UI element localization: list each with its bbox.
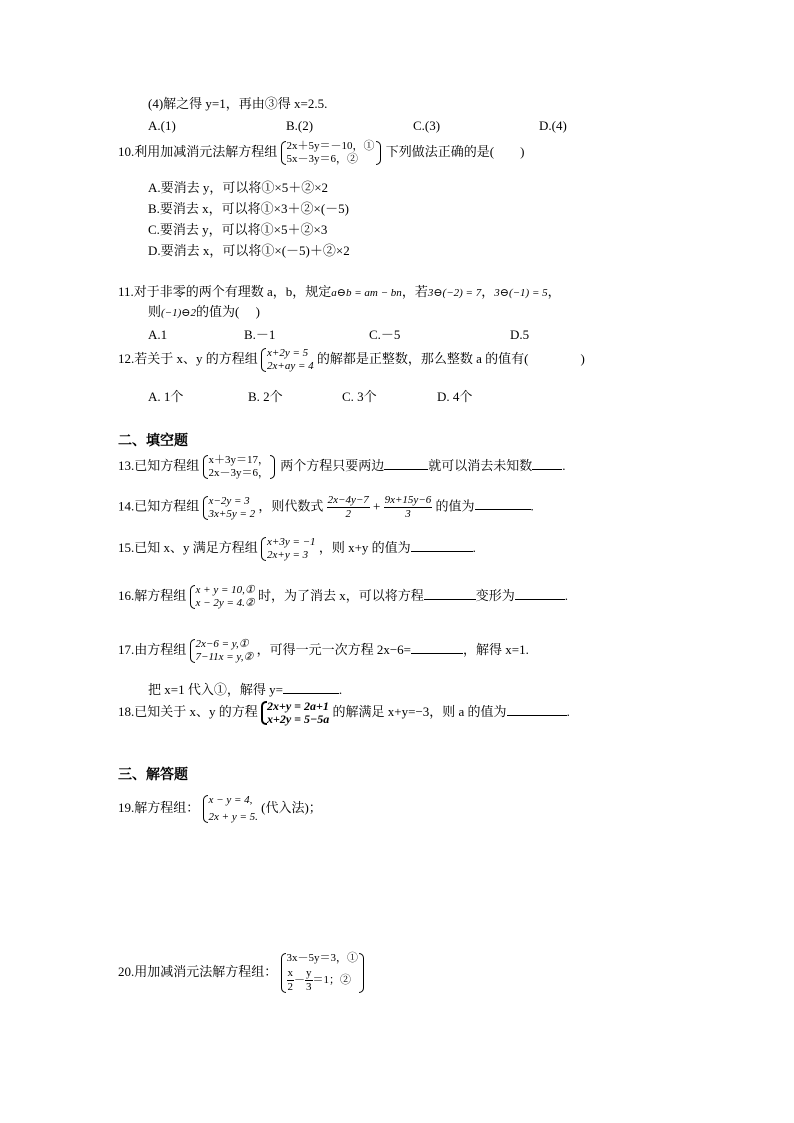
question-17 xyxy=(118,638,529,664)
q11-option-d: D.5 xyxy=(510,327,530,342)
q13-eq2: 2x－3y＝6， xyxy=(208,467,270,479)
q11-condition-2: 3⊖(−1) = 5 xyxy=(494,287,548,299)
q18-end: . xyxy=(566,703,570,719)
q12-eq1: x+2y = 5 xyxy=(267,347,309,359)
q18-stem: 18.已知关于 x、y 的方程 xyxy=(118,703,258,719)
q14-equation-system xyxy=(203,495,256,521)
section-fill-in-heading: 二、填空题 xyxy=(118,432,188,448)
q13-blank-1[interactable] xyxy=(384,456,428,470)
q18-eq1: 2x+y = 2a+1 xyxy=(267,699,329,713)
question-13 xyxy=(118,454,566,480)
question-12 xyxy=(118,347,585,373)
q9-tail-text: (4)解之得 y=1，再由③得 x=2.5. xyxy=(148,96,328,111)
q19-eq1: x − y = 4, xyxy=(208,794,253,806)
q15-eq1: x+3y = −1 xyxy=(267,536,316,548)
q15-blank[interactable] xyxy=(411,538,473,552)
q13-equation-system xyxy=(203,454,270,480)
q9-option-b: B.(2) xyxy=(286,118,314,133)
q18-eq2: x+2y = 5−5a xyxy=(267,712,330,726)
q13-stem: 13.已知方程组 xyxy=(118,457,200,473)
q13-mid2: 就可以消去未知数 xyxy=(428,457,533,473)
q16-blank-2[interactable] xyxy=(515,586,565,600)
question-15 xyxy=(118,536,476,562)
q16-mid2: 变形为 xyxy=(475,587,515,603)
q11-condition-1: 3⊖(−2) = 7 xyxy=(427,287,482,299)
q9-option-d: D.(4) xyxy=(539,118,567,133)
q10-option-b: B.要消去 x，可以将①×3＋②×(－5) xyxy=(148,201,349,216)
q13-blank-2[interactable] xyxy=(532,456,562,470)
q11-expression: (−1)⊖2 xyxy=(161,307,196,319)
q14-f2-denominator: 3 xyxy=(405,508,411,520)
q11-line2 xyxy=(148,304,260,321)
q17-mid: ，可得一元一次方程 2x−6= xyxy=(256,641,411,657)
q17-line2 xyxy=(148,680,342,698)
q16-stem: 16.解方程组 xyxy=(118,587,187,603)
q13-end: . xyxy=(562,457,566,473)
q9-option-c: C.(3) xyxy=(413,118,441,133)
q15-end: . xyxy=(472,539,476,555)
q12-eq2: 2x+ay = 4 xyxy=(267,360,314,372)
question-20 xyxy=(118,952,366,994)
q11-line2a: 则 xyxy=(148,304,162,319)
q14-end: . xyxy=(530,498,534,514)
q20-minus: － xyxy=(294,974,306,987)
q20-stem: 20.用加减消元法解方程组： xyxy=(118,963,278,979)
q11-rule: a⊖b = am − bn xyxy=(331,287,402,299)
q19-equation-system xyxy=(203,794,258,824)
q15-eq2: 2x+y = 3 xyxy=(267,549,309,561)
question-18 xyxy=(118,700,570,726)
q14-eq2: 3x+5y = 2 xyxy=(208,507,256,520)
q11-option-b: B.－1 xyxy=(244,327,276,342)
q10-stem: 10.利用加减消元法解方程组 xyxy=(118,143,278,159)
q19-stem: 19.解方程组： xyxy=(118,799,200,815)
q11-sep: ， xyxy=(481,284,495,299)
q20-fraction-y xyxy=(305,967,313,994)
q11-end: ， xyxy=(547,284,561,299)
q12-tail: 的解都是正整数，那么整数 a 的值有( ) xyxy=(316,350,585,366)
q17-tail: ，解得 x=1. xyxy=(463,641,529,657)
q10-option-c: C.要消去 y，可以将①×5＋②×3 xyxy=(148,222,328,237)
q20-equation-system xyxy=(281,952,359,994)
question-11 xyxy=(118,284,561,301)
q14-f2-numerator: 9x+15y−6 xyxy=(384,494,432,506)
q18-blank[interactable] xyxy=(507,702,567,716)
q10-eq1: 2x＋5y＝－10，① xyxy=(286,140,375,152)
q16-mid: 时，为了消去 x，可以将方程 xyxy=(258,587,424,603)
q14-fraction-2 xyxy=(384,494,433,521)
q15-tail: ，则 x+y 的值为 xyxy=(318,539,411,555)
q10-equation-system xyxy=(281,140,375,166)
q17-equation-system xyxy=(190,638,254,664)
q10-option-a: A.要消去 y，可以将①×5＋②×2 xyxy=(148,180,329,195)
q16-eq2: x − 2y = 4.② xyxy=(195,597,255,609)
q20-fraction-x xyxy=(287,967,295,994)
q12-option-d: D. 4个 xyxy=(437,389,473,404)
q11-option-a: A.1 xyxy=(148,327,168,342)
q14-f1-denominator: 2 xyxy=(345,508,351,520)
q20-f2-numerator: y xyxy=(306,967,312,979)
q12-equation-system xyxy=(261,347,314,373)
q10-eq2: 5x－3y＝6，② xyxy=(286,153,359,165)
q14-fraction-1 xyxy=(327,494,370,521)
q14-stem: 14.已知方程组 xyxy=(118,498,200,514)
q17-eq2: 7−11x = y,② xyxy=(195,651,254,663)
q12-option-c: C. 3个 xyxy=(342,389,377,404)
q20-f1-denominator: 2 xyxy=(287,981,294,993)
q18-equation-system xyxy=(261,700,329,726)
q9-option-a: A.(1) xyxy=(148,118,176,133)
q11-stem: 11.对于非零的两个有理数 a，b，规定 xyxy=(118,284,332,299)
q16-end: . xyxy=(564,587,569,603)
q20-f2-denominator: 3 xyxy=(306,981,312,993)
q12-stem: 12.若关于 x、y 的方程组 xyxy=(118,350,258,366)
q15-equation-system xyxy=(261,536,316,562)
section-solve-heading: 三、解答题 xyxy=(118,766,188,782)
q11-line2b: 的值为( ) xyxy=(195,304,260,319)
q16-blank-1[interactable] xyxy=(424,586,476,600)
q14-f1-numerator: 2x−4y−7 xyxy=(327,494,369,506)
q17-line2-text: 把 x=1 代入①，解得 y= xyxy=(148,682,283,697)
q14-blank[interactable] xyxy=(475,496,531,510)
question-10 xyxy=(118,140,524,166)
question-19 xyxy=(118,794,322,824)
q14-eq1: x−2y = 3 xyxy=(208,494,250,507)
q18-tail: 的解满足 x+y=−3，则 a 的值为 xyxy=(332,703,507,719)
q20-eq2 xyxy=(287,967,359,994)
question-14 xyxy=(118,494,534,521)
q20-f1-numerator: x xyxy=(287,967,294,979)
q19-tail: (代入法)； xyxy=(261,799,322,815)
q19-eq2: 2x + y = 5. xyxy=(208,811,258,823)
q16-eq1: x + y = 10,① xyxy=(195,584,255,596)
q13-mid: 两个方程只要两边 xyxy=(280,457,385,473)
q11-option-c: C.－5 xyxy=(369,327,401,342)
q10-option-d: D.要消去 x，可以将①×(－5)＋②×2 xyxy=(148,243,350,258)
q12-option-b: B. 2个 xyxy=(248,389,283,404)
q12-option-a: A. 1个 xyxy=(148,389,184,404)
q16-equation-system xyxy=(190,584,255,610)
question-16 xyxy=(118,584,568,610)
q20-eq2-tail: ＝1；② xyxy=(312,974,352,987)
q15-stem: 15.已知 x、y 满足方程组 xyxy=(118,539,258,555)
q11-mid: ，若 xyxy=(401,284,428,299)
q17-eq1: 2x−6 = y,① xyxy=(195,638,249,650)
q14-plus: + xyxy=(373,498,381,514)
q20-eq1: 3x－5y＝3，① xyxy=(286,952,359,964)
q14-tail: 的值为 xyxy=(435,498,475,514)
q10-tail: 下列做法正确的是( ) xyxy=(385,143,525,159)
q17-stem: 17.由方程组 xyxy=(118,641,187,657)
q14-mid: ，则代数式 xyxy=(258,498,324,514)
q17-end: . xyxy=(338,682,343,697)
q13-eq1: x＋3y＝17， xyxy=(208,454,270,466)
q17-blank-2[interactable] xyxy=(283,680,339,694)
q17-blank-1[interactable] xyxy=(411,640,463,654)
